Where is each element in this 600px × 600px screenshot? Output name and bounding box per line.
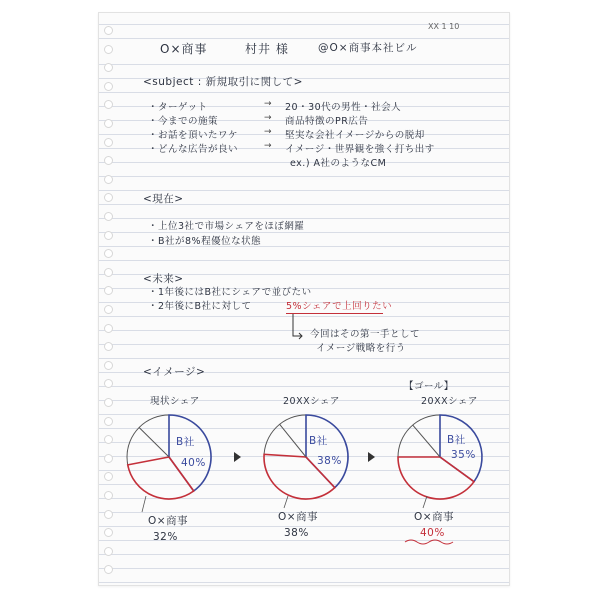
arrow-triangle-icon xyxy=(234,452,241,462)
current-line: ・上位3社で市場シェアをほぼ網羅 xyxy=(148,221,305,232)
future-note: 今回はその第一手として xyxy=(310,329,421,340)
bullet-left: ・どんな広告が良い xyxy=(148,144,239,155)
future-line: ・1年後にはB社にシェアで並びたい xyxy=(148,287,312,298)
binder-hole xyxy=(104,398,113,407)
binder-hole xyxy=(104,249,113,258)
binder-hole xyxy=(104,119,113,128)
pie-slice-ox xyxy=(398,457,474,499)
pie-ox-label: O×商事 xyxy=(148,515,189,527)
pie-b-pct: 40% xyxy=(181,457,206,469)
pie-b-pct: 38% xyxy=(317,455,342,467)
pie-slice-other xyxy=(139,427,169,457)
pointer-line xyxy=(421,496,429,510)
pie-ox-label: O×商事 xyxy=(414,511,455,523)
red-wavy-underline xyxy=(403,538,459,546)
arrow-right-icon: → xyxy=(264,113,272,123)
pie-slice-b xyxy=(169,415,211,491)
pie-caption: 20XXシェア xyxy=(421,396,478,407)
current-heading: <現在> xyxy=(143,193,184,205)
pie-b-label: B社 xyxy=(309,435,328,447)
pointer-line xyxy=(282,496,290,510)
pointer-line xyxy=(140,496,148,514)
binder-hole xyxy=(104,212,113,221)
binder-hole xyxy=(104,45,113,54)
binder-hole xyxy=(104,26,113,35)
bullet-right: 商品特徴のPR広告 xyxy=(285,116,369,127)
pie-b-label: B社 xyxy=(447,434,466,446)
pie-slice-b xyxy=(306,415,348,488)
pie-ox-pct: 32% xyxy=(153,531,178,543)
title-company: O×商事 xyxy=(160,42,208,56)
pie-slice-other xyxy=(413,425,440,457)
future-line-highlight: 5%シェアで上回りたい xyxy=(286,301,393,312)
pie-ox-label: O×商事 xyxy=(278,511,319,523)
subject-heading: <subject : 新規取引に関して> xyxy=(143,76,303,88)
bullet-left: ・ターゲット xyxy=(148,102,208,113)
binder-hole xyxy=(104,491,113,500)
title-person: 村井 様 xyxy=(245,42,289,56)
bullet-left: ・お話を頂いたワケ xyxy=(148,130,239,141)
binder-hole xyxy=(104,379,113,388)
binder-hole xyxy=(104,138,113,147)
future-note: イメージ戦略を行う xyxy=(316,343,406,354)
binder-hole xyxy=(104,342,113,351)
arrow-right-icon: → xyxy=(264,99,272,109)
goal-label: 【ゴール】 xyxy=(404,381,454,392)
pie-b-pct: 35% xyxy=(451,449,476,461)
image-heading: <イメージ> xyxy=(143,366,206,378)
date-field: XX 1 10 xyxy=(428,22,460,31)
current-line: ・B社が8%程優位な状態 xyxy=(148,236,262,247)
binder-hole xyxy=(104,435,113,444)
bullet-left: ・今までの施策 xyxy=(148,116,219,127)
bullet-right: 20・30代の男性・社会人 xyxy=(285,102,402,113)
arrow-right-icon: → xyxy=(264,141,272,151)
binder-hole xyxy=(104,231,113,240)
binder-hole xyxy=(104,472,113,481)
binder-hole xyxy=(104,268,113,277)
example-line: ex.) A社のようなCM xyxy=(290,158,387,169)
binder-hole xyxy=(104,324,113,333)
binder-hole xyxy=(104,528,113,537)
binder-hole xyxy=(104,286,113,295)
pie-b-label: B社 xyxy=(176,436,195,448)
binder-hole xyxy=(104,510,113,519)
title-location: @O×商事本社ビル xyxy=(318,42,418,54)
binder-hole xyxy=(104,454,113,463)
pie-caption: 20XXシェア xyxy=(283,396,340,407)
pie-ox-pct: 38% xyxy=(284,527,309,539)
future-heading: <未来> xyxy=(143,273,184,285)
binder-hole xyxy=(104,100,113,109)
pie-slice-other xyxy=(280,424,306,457)
binder-hole xyxy=(104,193,113,202)
arrow-triangle-icon xyxy=(368,452,375,462)
future-line: ・2年後にB社に対して xyxy=(148,301,252,312)
binder-hole xyxy=(104,547,113,556)
bent-arrow-icon xyxy=(290,314,304,344)
binder-hole xyxy=(104,565,113,574)
binder-hole xyxy=(104,63,113,72)
binder-hole xyxy=(104,82,113,91)
binder-hole xyxy=(104,175,113,184)
binder-hole xyxy=(104,417,113,426)
pie-ox-pct: 40% xyxy=(420,527,445,539)
pie-caption: 現状シェア xyxy=(150,396,200,407)
arrow-right-icon: → xyxy=(264,127,272,137)
bullet-right: 堅実な会社イメージからの脱却 xyxy=(285,130,425,141)
binder-hole xyxy=(104,156,113,165)
binder-holes xyxy=(104,26,114,586)
bullet-right: イメージ・世界観を強く打ち出す xyxy=(285,144,435,155)
binder-hole xyxy=(104,361,113,370)
binder-hole xyxy=(104,305,113,314)
